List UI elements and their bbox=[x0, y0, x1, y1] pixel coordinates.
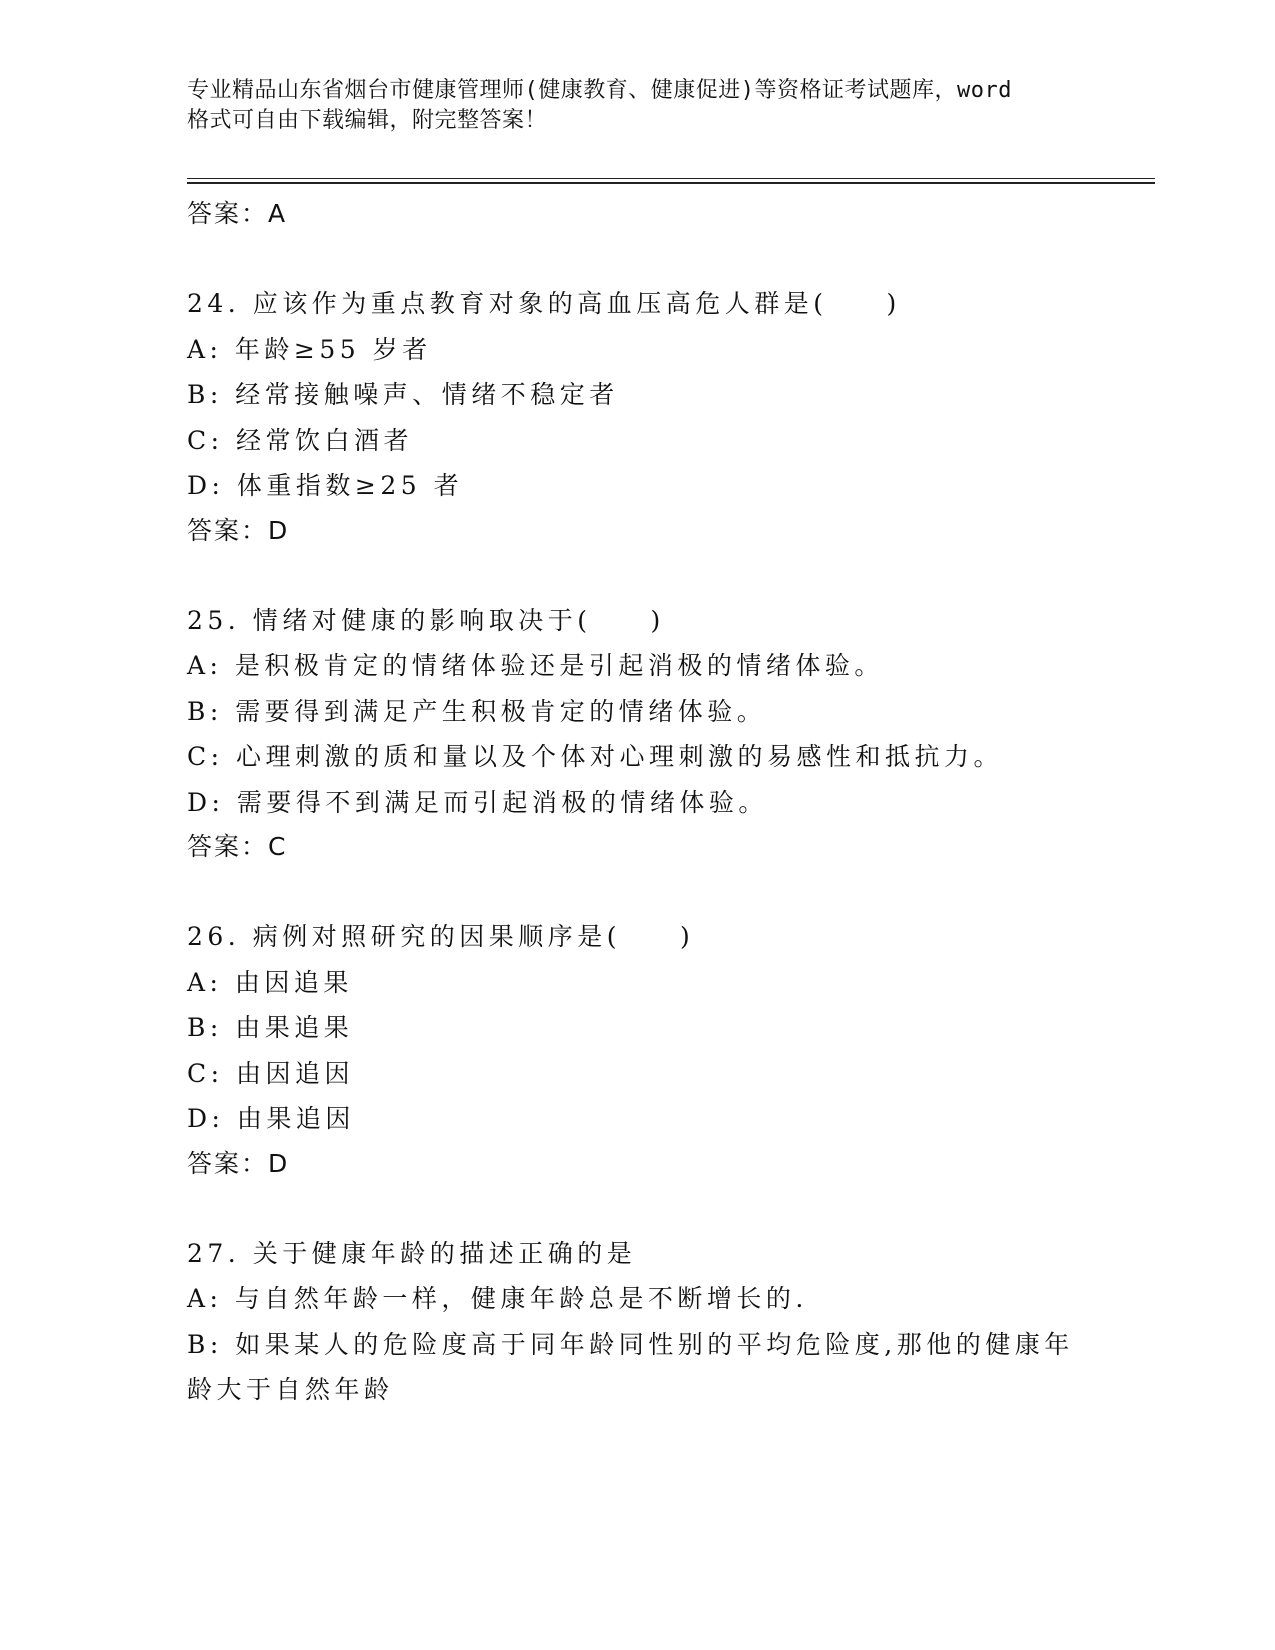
answer-line: 答案：D bbox=[187, 515, 290, 545]
option-b: B: 如果某人的危险度高于同年龄同性别的平均危险度,那他的健康年 bbox=[187, 1329, 1074, 1359]
option-b-continued: 龄大于自然年龄 bbox=[187, 1375, 394, 1404]
option-b: B: 经常接触噪声、情绪不稳定者 bbox=[187, 380, 619, 409]
option-a: A: 是积极肯定的情绪体验还是引起消极的情绪体验。 bbox=[187, 651, 884, 680]
header-line-1: 专业精品山东省烟台市健康管理师(健康教育、健康促进)等资格证考试题库，word bbox=[187, 78, 1012, 103]
question-25 bbox=[187, 598, 1147, 870]
question-text: 24. 应该作为重点教育对象的高血压高危人群是( ) bbox=[187, 289, 901, 318]
question-text: 25. 情绪对健康的影响取决于( ) bbox=[187, 605, 665, 635]
answer-line: 答案：A bbox=[187, 199, 288, 228]
option-d: D: 需要得不到满足而引起消极的情绪体验。 bbox=[187, 787, 768, 817]
question-text: 26. 病例对照研究的因果顺序是( ) bbox=[187, 922, 695, 951]
option-d: D: 体重指数≥25 者 bbox=[187, 471, 464, 500]
header-divider-thin bbox=[187, 178, 1155, 179]
option-a: A: 与自然年龄一样，健康年龄总是不断增长的. bbox=[187, 1284, 808, 1313]
option-c: C: 心理刺激的质和量以及个体对心理刺激的易感性和抵抗力。 bbox=[187, 742, 1004, 771]
option-d: D: 由果追因 bbox=[187, 1104, 355, 1133]
question-27 bbox=[187, 1231, 1147, 1413]
question-26 bbox=[187, 914, 1147, 1186]
option-c: C: 由因追因 bbox=[187, 1058, 354, 1088]
option-c: C: 经常饮白酒者 bbox=[187, 425, 413, 455]
question-24 bbox=[187, 281, 1147, 553]
answer-line: 答案：D bbox=[187, 1148, 290, 1178]
answer-line: 答案：C bbox=[187, 832, 288, 861]
option-a: A: 年龄≥55 岁者 bbox=[187, 334, 432, 364]
option-b: B: 需要得到满足产生积极肯定的情绪体验。 bbox=[187, 696, 767, 726]
option-b: B: 由果追果 bbox=[187, 1013, 354, 1042]
question-text: 27. 关于健康年龄的描述正确的是 bbox=[187, 1238, 637, 1268]
page-header bbox=[187, 76, 1087, 136]
document-body bbox=[187, 192, 1147, 1413]
header-line-2: 格式可自由下载编辑，附完整答案！ bbox=[187, 108, 548, 133]
option-a: A: 由因追果 bbox=[187, 967, 353, 997]
header-divider-thick bbox=[187, 182, 1155, 184]
